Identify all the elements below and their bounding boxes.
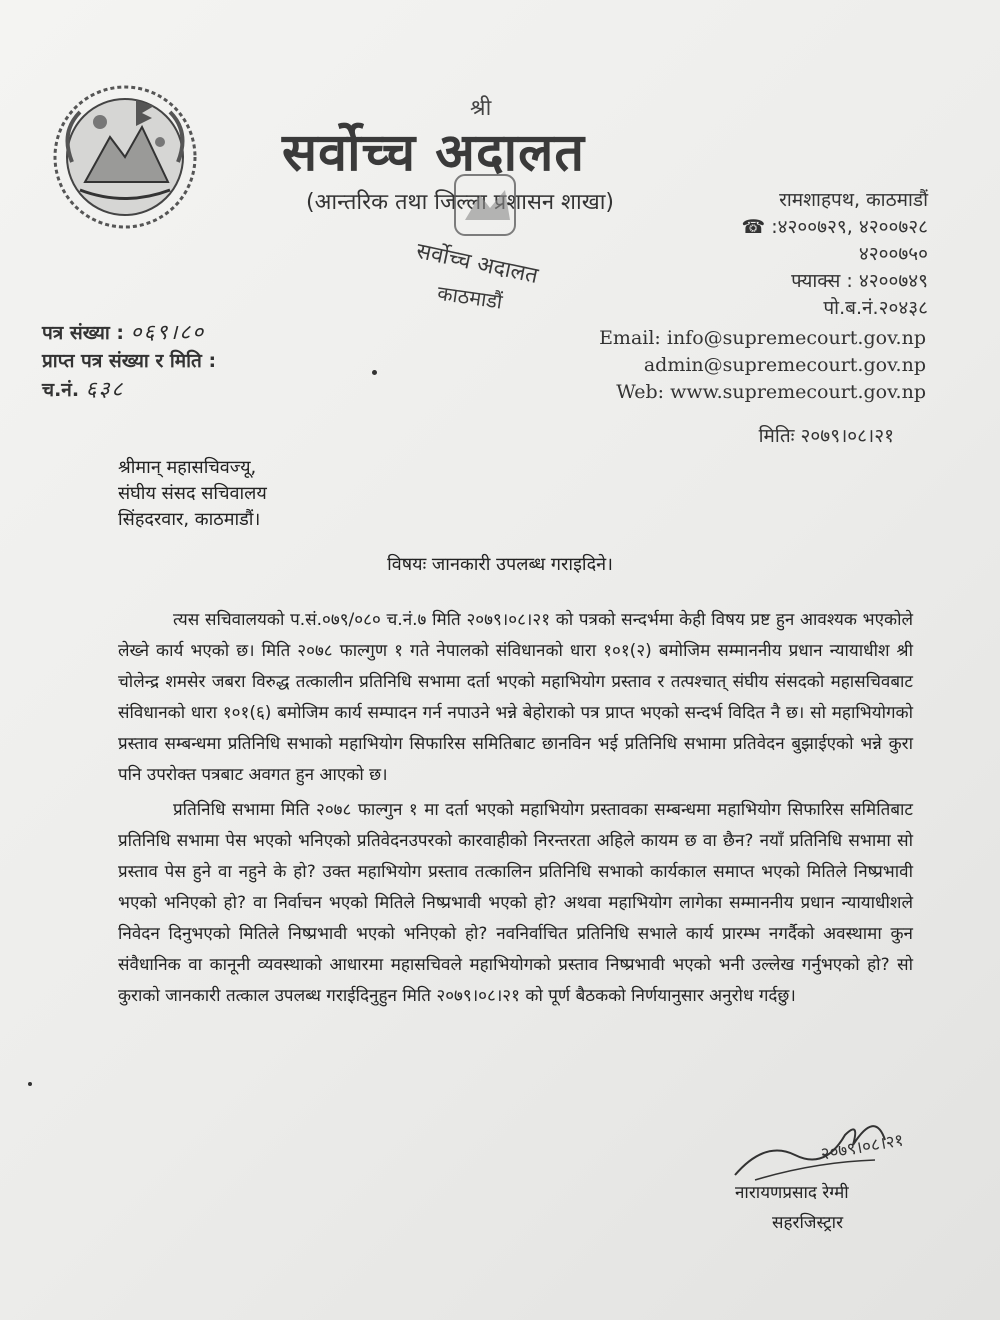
stamp-line2: काठमाडौं — [435, 280, 504, 314]
body-paragraph-2: प्रतिनिधि सभामा मिति २०७८ फाल्गुन १ मा दर्ता भएको महाभियोग प्रस्तावका सम्बन्धमा महाभियोग सिफारिस समितिबाट प्रतिनिधि सभामा पेस भएको भनिएको प्रतिवेदनउपरको कारवाहीको निरन्तरता अहिले कायम छ वा छैन? नयाँ प्रतिनिधि सभामा सो प्रस्ताव पेस हुने वा नहुने के हो? उक्त महाभियोग प्रस्ताव तत्कालिन प्रतिनिधि सभाको कार्यकाल समाप्त भएको मितिले निष्प्रभावी भएको भनिएको हो? वा निर्वाचन भएको मितिले निष्प्रभावी भएको हो? अथवा महाभियोग लागेका सम्माननीय प्रधान न्यायाधीशले निवेदन दिनुभएको मितिले निष्प्रभावी भएको भनिएको हो? नवनिर्वाचित प्रतिनिधि सभाले कार्य प्रारम्भ नगर्दैको अवस्थामा कुन संवैधानिक वा कानूनी व्यवस्थाको आधारमा महासचिवले महाभियोगको प्रस्ताव निष्प्रभावी भएको भनी उल्लेख गर्नुभएको हो? सो कुराको जानकारी तत्काल उपलब्ध गराईदिनुहुन मिति २०७९।०८।२१ को पूर्ण बैठकको निर्णयानुसार अनुरोध गर्दछु। — [118, 800, 913, 1006]
phone-number-2: ४२००७५० — [858, 243, 928, 265]
stamp-line1: सर्वोच्च अदालत — [414, 238, 541, 290]
fax-number: फ्याक्स : ४२००७४९ — [791, 270, 928, 292]
dispatch-value: ६३८ — [85, 377, 125, 401]
phone-numbers: :४२००७२९, ४२००७२८ — [771, 216, 928, 238]
emblem-icon — [50, 82, 200, 232]
received-label: प्राप्त पत्र संख्या र मिति : — [42, 350, 217, 372]
ink-mark — [28, 1082, 32, 1086]
letter-body — [118, 605, 913, 1016]
email-admin: admin@supremecourt.gov.np — [643, 354, 926, 376]
letter-no-label: पत्र संख्या : — [42, 322, 125, 344]
body-paragraph-1: त्यस सचिवालयको प.सं.०७९/०८० च.नं.७ मिति २०७९।०८।२१ को पत्रको सन्दर्भमा केही विषय प्रष्ट हुन आवश्यक भएकोले लेख्ने कार्य भएको छ। मिति २०७८ फाल्गुण १ गते नेपालको संविधानको धारा १०१(२) बमोजिम सम्माननीय प्रधान न्यायाधीश श्री चोलेन्द्र शमसेर जबरा विरुद्ध तत्कालीन प्रतिनिधि सभामा दर्ता भएको महाभियोग प्रस्ताव र तत्पश्चात् संघीय संसदको महासचिवबाट संविधानको धारा १०१(६) बमोजिम कार्य सम्पादन गर्न नपाउने भन्ने बेहोराको पत्र प्राप्त भएको सन्दर्भ विदित नै छ। सो महाभियोगको प्रस्ताव सम्बन्धमा प्रतिनिधि सभाको महाभियोग सिफारिस समितिबाट छानविन भई प्रतिनिधि सभामा प्रतिवेदन बुझाईएको भन्ने कुरा पनि उपरोक्त पत्रबाट अवगत हुन आएको छ। — [118, 610, 913, 785]
address: रामशाहपथ, काठमाडौं — [779, 189, 928, 211]
letter-date: मितिः २०७९।०८।२१ — [758, 425, 894, 447]
stamp-icon — [395, 170, 555, 320]
shree-text: श्री — [470, 96, 492, 121]
recipient-block — [118, 455, 267, 533]
po-box: पो.ब.नं.२०४३८ — [823, 297, 928, 319]
signatory-title: सहरजिस्ट्रार — [772, 1213, 844, 1233]
web-contact-block — [599, 325, 926, 406]
court-title: सर्वोच्च अदालत — [282, 123, 585, 183]
signature-icon — [725, 1100, 955, 1190]
ink-dot — [372, 370, 377, 375]
subject-line: विषयः जानकारी उपलब्ध गराइदिने। — [387, 554, 613, 575]
branch-name: (आन्तरिक तथा जिल्ला प्रशासन शाखा) — [306, 190, 614, 215]
recipient-line1: श्रीमान् महासचिवज्यू, — [118, 457, 257, 478]
contact-block — [742, 187, 928, 322]
phone-icon: ☎ — [741, 216, 766, 238]
signature-date: २०७९।०८।२१ — [819, 1130, 906, 1165]
email-info: Email: info@supremecourt.gov.np — [599, 327, 926, 349]
letter-no-value: ०६९।८० — [130, 320, 206, 344]
recipient-line2: संघीय संसद सचिवालय — [118, 483, 267, 504]
phone-row — [742, 214, 928, 241]
signatory-name: नारायणप्रसाद रेग्मी — [735, 1183, 849, 1203]
reference-block — [42, 318, 216, 404]
website: Web: www.supremecourt.gov.np — [616, 381, 926, 403]
dispatch-label: च.नं. — [42, 379, 80, 401]
recipient-line3: सिंहदरवार, काठमाडौं। — [118, 509, 261, 530]
